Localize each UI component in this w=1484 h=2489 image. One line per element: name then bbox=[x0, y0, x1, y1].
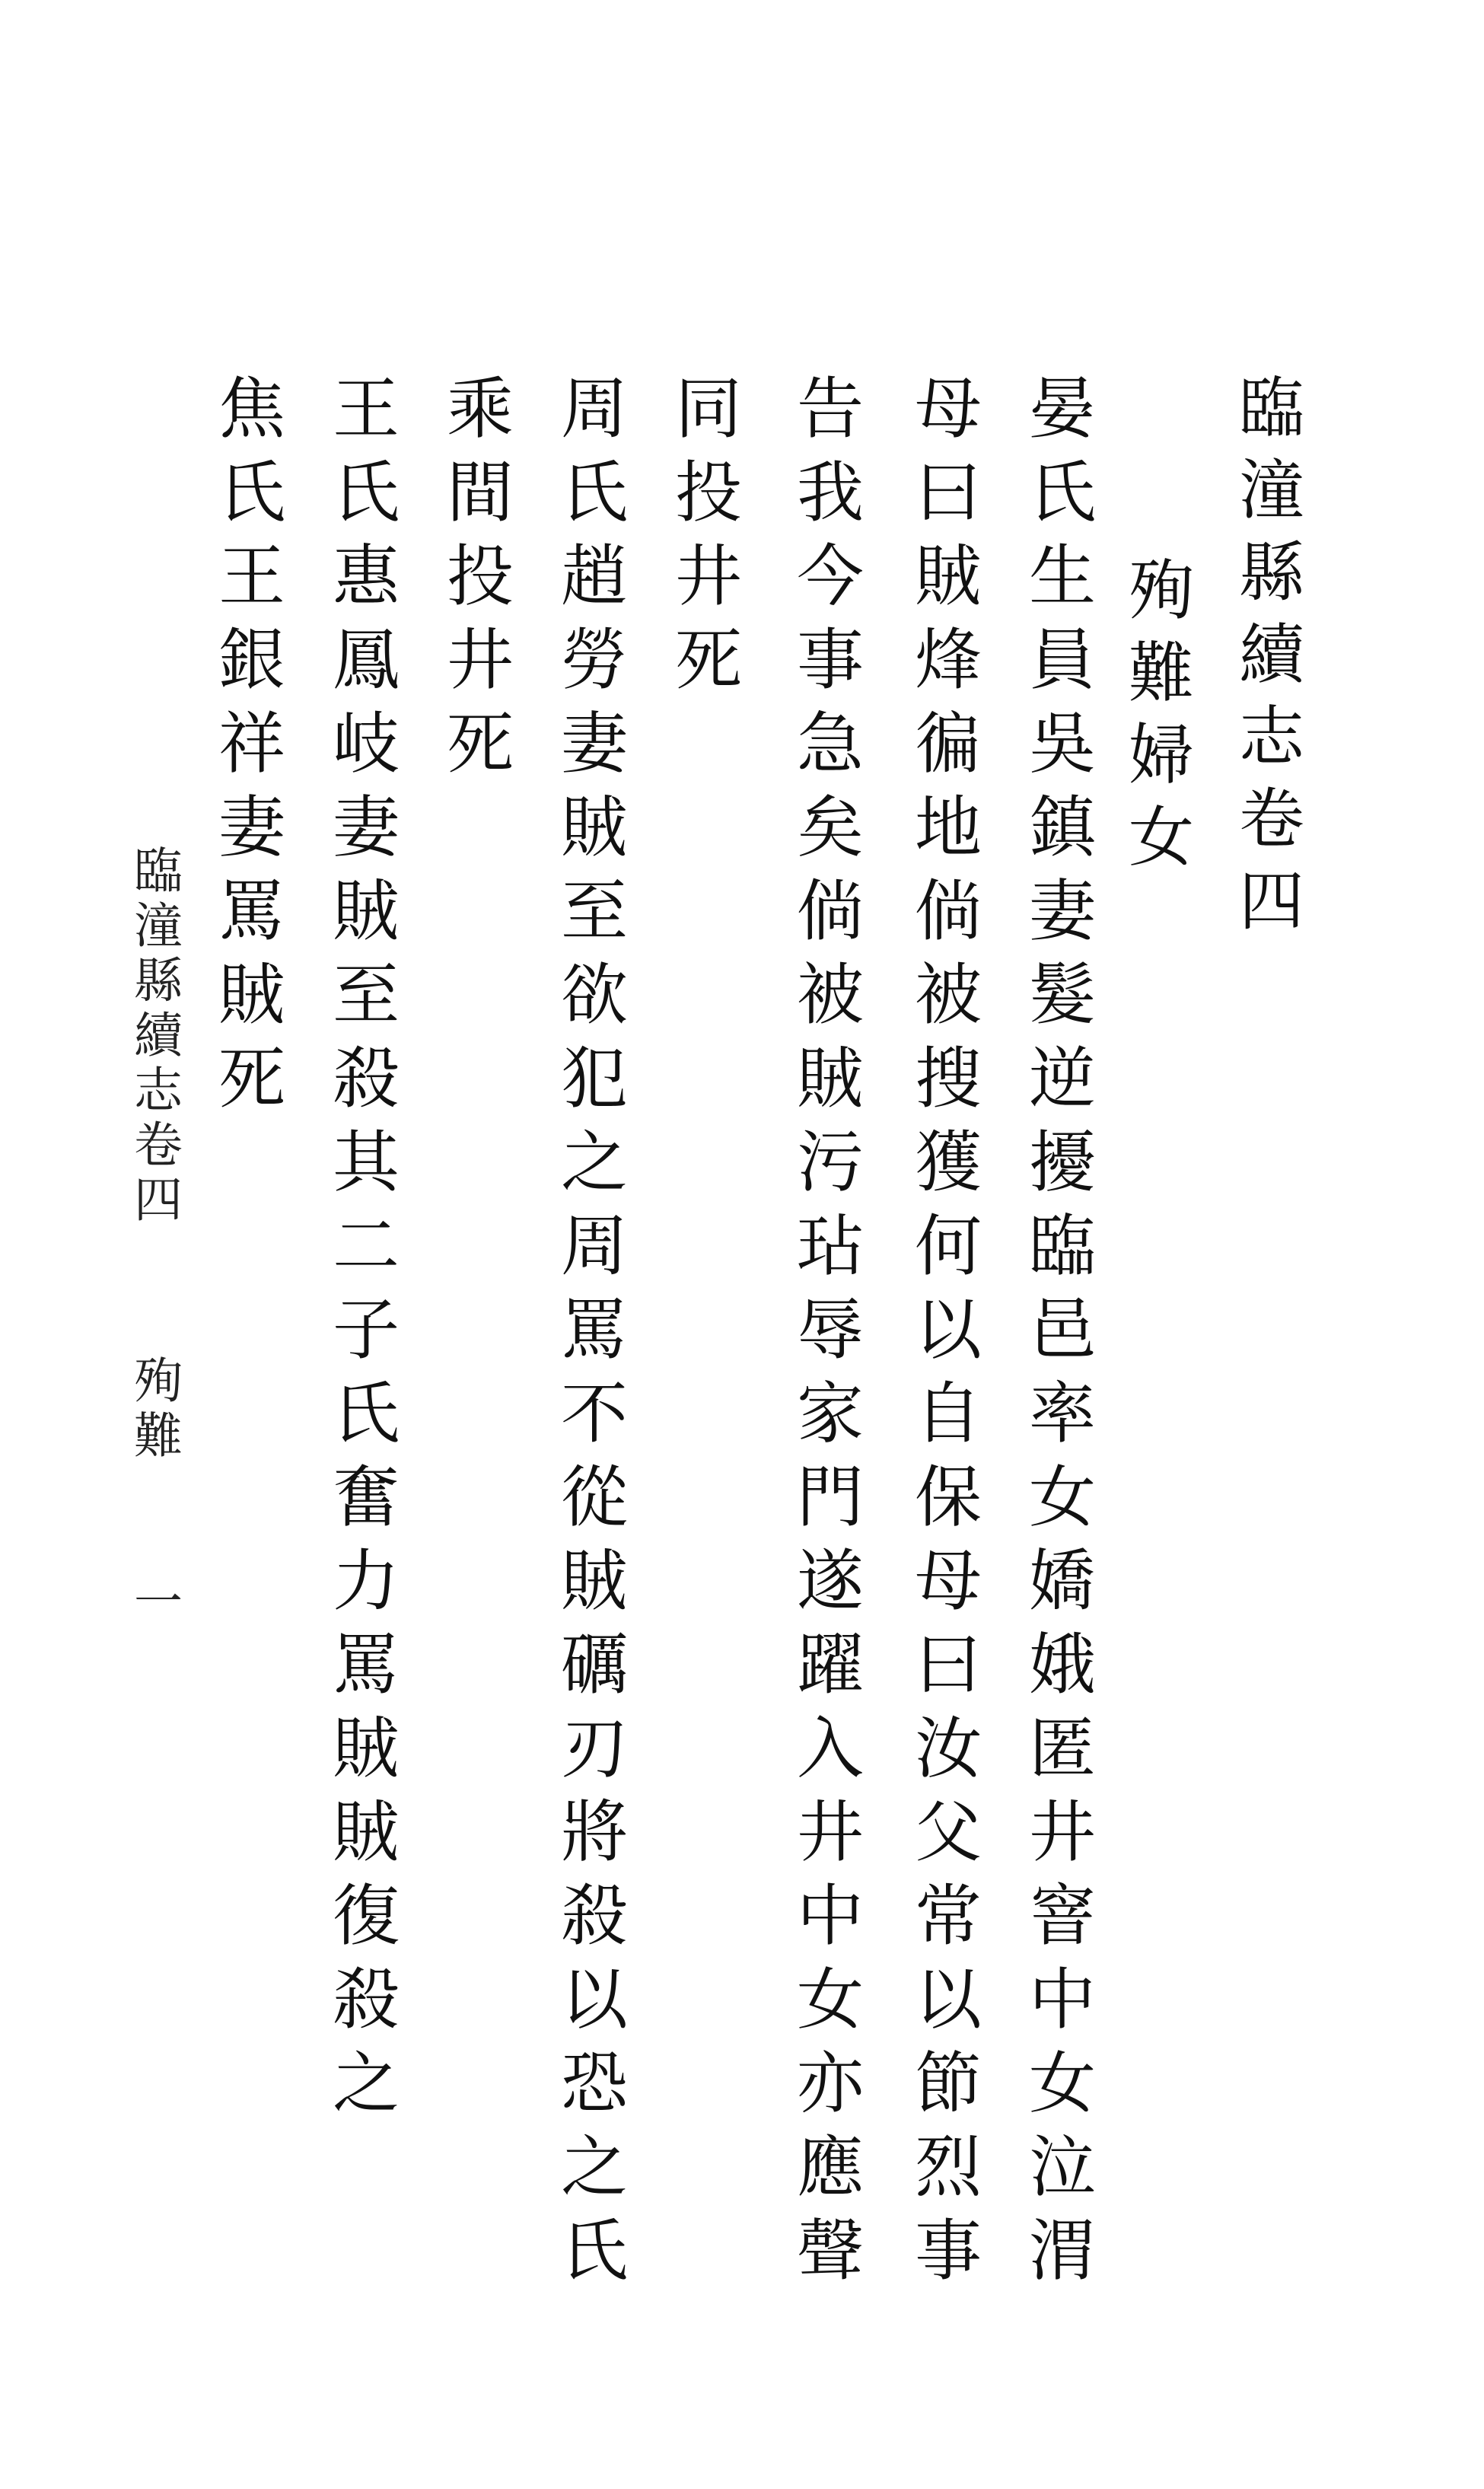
page-number: 一 bbox=[126, 1576, 182, 1641]
entry-column: 母曰賊烽徧地倘被搜獲何以自保母曰汝父常以節烈事 bbox=[904, 373, 982, 2299]
entry-column: 告我今事急矣倘被賊污玷辱家門遂躍入井中女亦應聲 bbox=[786, 373, 865, 2299]
margin-section: 殉難 bbox=[126, 1355, 182, 1464]
entry-column: 同投井死 bbox=[664, 373, 743, 708]
book-title: 臨潼縣續志卷四 bbox=[1228, 373, 1304, 948]
entry-column: 晏氏生員吳鎮妻髮逆擾臨邑率女嬌娥匿井窨中女泣渭 bbox=[1018, 373, 1097, 2299]
entry-column: 乘間投井死 bbox=[436, 373, 514, 792]
entry-column: 周氏趙勞妻賊至欲犯之周罵不從賊礪刃將殺以恐之氏 bbox=[550, 373, 629, 2299]
section-heading: 殉難婦女 bbox=[1117, 556, 1193, 884]
entry-column: 焦氏王銀祥妻罵賊死 bbox=[208, 373, 286, 1127]
margin-title: 臨潼縣續志卷四 bbox=[126, 845, 182, 1229]
entry-column: 王氏惠鳳岐妻賊至殺其二子氏奮力罵賊賊復殺之 bbox=[322, 373, 400, 2131]
